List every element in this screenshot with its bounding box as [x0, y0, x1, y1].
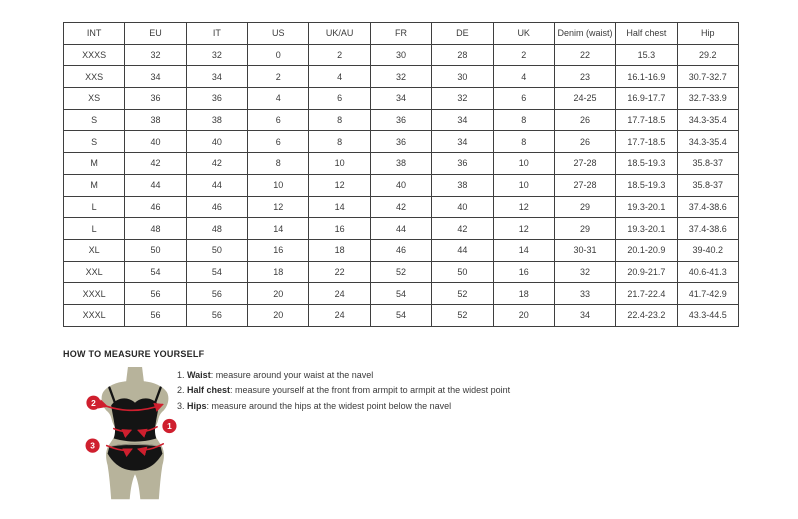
table-cell: 2	[248, 66, 309, 88]
table-cell: 16	[248, 239, 309, 261]
table-row	[64, 218, 739, 240]
column-header: Hip	[677, 23, 738, 45]
table-cell: 40.6-41.3	[677, 261, 738, 283]
table-cell: 32	[554, 261, 615, 283]
table-cell: 16	[493, 261, 554, 283]
table-cell: 28	[432, 44, 493, 66]
table-cell: 26	[554, 109, 615, 131]
table-row	[64, 44, 739, 66]
table-cell: 43.3-44.5	[677, 304, 738, 326]
table-cell: 8	[493, 131, 554, 153]
table-cell: 29	[554, 218, 615, 240]
measure-step	[177, 383, 510, 398]
table-cell: 10	[493, 174, 554, 196]
table-row	[64, 66, 739, 88]
table-cell: 52	[432, 304, 493, 326]
hips-badge	[86, 438, 100, 452]
table-cell: 42	[125, 153, 186, 175]
table-cell: 23	[554, 66, 615, 88]
step-label: Half chest	[187, 385, 231, 396]
table-cell: 33	[554, 283, 615, 305]
table-row	[64, 153, 739, 175]
table-cell: 37.4-38.6	[677, 196, 738, 218]
table-cell: 32.7-33.9	[677, 88, 738, 110]
table-cell: 8	[248, 153, 309, 175]
table-cell: 32	[432, 88, 493, 110]
table-row	[64, 304, 739, 326]
table-cell: S	[64, 131, 125, 153]
table-cell: XL	[64, 239, 125, 261]
table-cell: 36	[186, 88, 247, 110]
table-cell: XS	[64, 88, 125, 110]
table-cell: 10	[493, 153, 554, 175]
table-cell: 4	[493, 66, 554, 88]
table-row	[64, 196, 739, 218]
table-cell: 50	[125, 239, 186, 261]
step-text: : measure around your waist at the navel	[210, 370, 374, 380]
table-cell: XXXL	[64, 283, 125, 305]
table-cell: 6	[493, 88, 554, 110]
table-cell: XXS	[64, 66, 125, 88]
table-cell: 44	[125, 174, 186, 196]
table-cell: 52	[432, 283, 493, 305]
table-cell: 30.7-32.7	[677, 66, 738, 88]
table-cell: 46	[186, 196, 247, 218]
table-row	[64, 283, 739, 305]
table-cell: 10	[309, 153, 370, 175]
table-cell: 6	[248, 131, 309, 153]
table-cell: 24-25	[554, 88, 615, 110]
table-cell: 20.1-20.9	[616, 239, 677, 261]
table-cell: 34	[432, 131, 493, 153]
table-cell: 44	[186, 174, 247, 196]
table-cell: 36	[370, 131, 431, 153]
table-cell: 34	[554, 304, 615, 326]
column-header: UK	[493, 23, 554, 45]
swimsuit-top	[111, 398, 159, 441]
table-cell: 12	[493, 196, 554, 218]
table-cell: 34.3-35.4	[677, 131, 738, 153]
table-cell: 19.3-20.1	[616, 218, 677, 240]
table-row	[64, 109, 739, 131]
table-cell: L	[64, 218, 125, 240]
table-cell: 50	[186, 239, 247, 261]
table-cell: 22	[554, 44, 615, 66]
measure-heading: HOW TO MEASURE YOURSELF	[63, 349, 205, 359]
table-cell: 21.7-22.4	[616, 283, 677, 305]
svg-text:2: 2	[91, 397, 96, 408]
table-cell: 14	[493, 239, 554, 261]
table-row	[64, 174, 739, 196]
waist-badge	[162, 419, 176, 433]
table-cell: 29	[554, 196, 615, 218]
table-cell: 48	[186, 218, 247, 240]
table-cell: 14	[309, 196, 370, 218]
table-cell: 24	[309, 283, 370, 305]
table-cell: 56	[186, 283, 247, 305]
svg-text:3: 3	[90, 440, 95, 451]
table-cell: 46	[370, 239, 431, 261]
column-header: Half chest	[616, 23, 677, 45]
table-cell: 4	[248, 88, 309, 110]
column-header: UK/AU	[309, 23, 370, 45]
measure-figure	[82, 367, 188, 501]
table-cell: 44	[432, 239, 493, 261]
table-cell: 56	[125, 304, 186, 326]
table-row	[64, 261, 739, 283]
chest-badge	[86, 396, 100, 410]
measure-step	[177, 368, 510, 383]
table-cell: 36	[432, 153, 493, 175]
table-cell: 40	[432, 196, 493, 218]
table-cell: 4	[309, 66, 370, 88]
table-cell: 12	[248, 196, 309, 218]
table-cell: 19.3-20.1	[616, 196, 677, 218]
table-row	[64, 239, 739, 261]
table-cell: 36	[370, 109, 431, 131]
table-cell: 6	[248, 109, 309, 131]
column-header: INT	[64, 23, 125, 45]
table-cell: 48	[125, 218, 186, 240]
table-cell: 8	[309, 109, 370, 131]
table-cell: 46	[125, 196, 186, 218]
table-cell: XXXL	[64, 304, 125, 326]
table-cell: 29.2	[677, 44, 738, 66]
measure-step	[177, 399, 510, 414]
table-cell: 38	[432, 174, 493, 196]
table-cell: 22.4-23.2	[616, 304, 677, 326]
header-row	[64, 23, 739, 45]
column-header: IT	[186, 23, 247, 45]
table-cell: 40	[125, 131, 186, 153]
size-table	[63, 22, 739, 327]
table-cell: 34	[432, 109, 493, 131]
svg-text:1: 1	[167, 421, 172, 432]
table-cell: 27-28	[554, 174, 615, 196]
table-cell: M	[64, 174, 125, 196]
table-cell: 20	[248, 304, 309, 326]
table-cell: 54	[370, 304, 431, 326]
table-cell: 26	[554, 131, 615, 153]
table-cell: 56	[125, 283, 186, 305]
table-cell: 38	[125, 109, 186, 131]
column-header: DE	[432, 23, 493, 45]
table-cell: 6	[309, 88, 370, 110]
table-cell: 38	[186, 109, 247, 131]
table-cell: 50	[432, 261, 493, 283]
column-header: EU	[125, 23, 186, 45]
table-cell: 18	[248, 261, 309, 283]
table-cell: 38	[370, 153, 431, 175]
table-cell: 36	[125, 88, 186, 110]
table-cell: 34	[370, 88, 431, 110]
table-cell: 54	[186, 261, 247, 283]
step-number: 3.	[177, 400, 188, 411]
step-label: Waist	[187, 370, 211, 380]
table-cell: 2	[493, 44, 554, 66]
table-cell: 17.7-18.5	[616, 109, 677, 131]
table-cell: 8	[493, 109, 554, 131]
table-cell: 8	[309, 131, 370, 153]
table-cell: 44	[370, 218, 431, 240]
table-cell: 20	[248, 283, 309, 305]
table-cell: 14	[248, 218, 309, 240]
table-cell: 32	[186, 44, 247, 66]
table-cell: 30	[370, 44, 431, 66]
table-cell: 32	[125, 44, 186, 66]
table-cell: 54	[370, 283, 431, 305]
table-cell: 24	[309, 304, 370, 326]
table-cell: 42	[432, 218, 493, 240]
table-cell: 18.5-19.3	[616, 174, 677, 196]
table-cell: S	[64, 109, 125, 131]
table-cell: 16	[309, 218, 370, 240]
table-cell: 37.4-38.6	[677, 218, 738, 240]
table-cell: 0	[248, 44, 309, 66]
table-cell: 16.9-17.7	[616, 88, 677, 110]
table-cell: 10	[248, 174, 309, 196]
table-cell: 32	[370, 66, 431, 88]
table-cell: 20	[493, 304, 554, 326]
table-cell: 42	[186, 153, 247, 175]
table-cell: 56	[186, 304, 247, 326]
table-row	[64, 131, 739, 153]
table-cell: 30	[432, 66, 493, 88]
table-cell: 35.8-37	[677, 174, 738, 196]
column-header: Denim (waist)	[554, 23, 615, 45]
table-cell: 17.7-18.5	[616, 131, 677, 153]
table-cell: 22	[309, 261, 370, 283]
table-cell: 12	[309, 174, 370, 196]
table-cell: 18.5-19.3	[616, 153, 677, 175]
step-label: Hips	[187, 400, 207, 411]
table-cell: M	[64, 153, 125, 175]
table-row	[64, 88, 739, 110]
step-text: : measure around the hips at the widest point below the navel	[206, 400, 452, 411]
step-number: 2.	[177, 385, 188, 396]
column-header: FR	[370, 23, 431, 45]
column-header: US	[248, 23, 309, 45]
table-cell: 34	[125, 66, 186, 88]
table-cell: 41.7-42.9	[677, 283, 738, 305]
table-cell: 12	[493, 218, 554, 240]
table-cell: 2	[309, 44, 370, 66]
step-text: : measure yourself at the front from armpit to armpit at the widest point	[230, 385, 511, 396]
table-cell: 35.8-37	[677, 153, 738, 175]
table-cell: L	[64, 196, 125, 218]
table-cell: 18	[493, 283, 554, 305]
table-cell: XXXS	[64, 44, 125, 66]
table-cell: 34.3-35.4	[677, 109, 738, 131]
table-cell: 52	[370, 261, 431, 283]
table-cell: 40	[186, 131, 247, 153]
table-cell: 16.1-16.9	[616, 66, 677, 88]
table-cell: XXL	[64, 261, 125, 283]
table-cell: 42	[370, 196, 431, 218]
table-cell: 18	[309, 239, 370, 261]
step-number: 1.	[177, 370, 188, 380]
table-cell: 54	[125, 261, 186, 283]
table-cell: 30-31	[554, 239, 615, 261]
table-cell: 40	[370, 174, 431, 196]
table-cell: 20.9-21.7	[616, 261, 677, 283]
table-cell: 15.3	[616, 44, 677, 66]
table-cell: 27-28	[554, 153, 615, 175]
table-cell: 39-40.2	[677, 239, 738, 261]
table-cell: 34	[186, 66, 247, 88]
measure-steps	[177, 368, 510, 414]
